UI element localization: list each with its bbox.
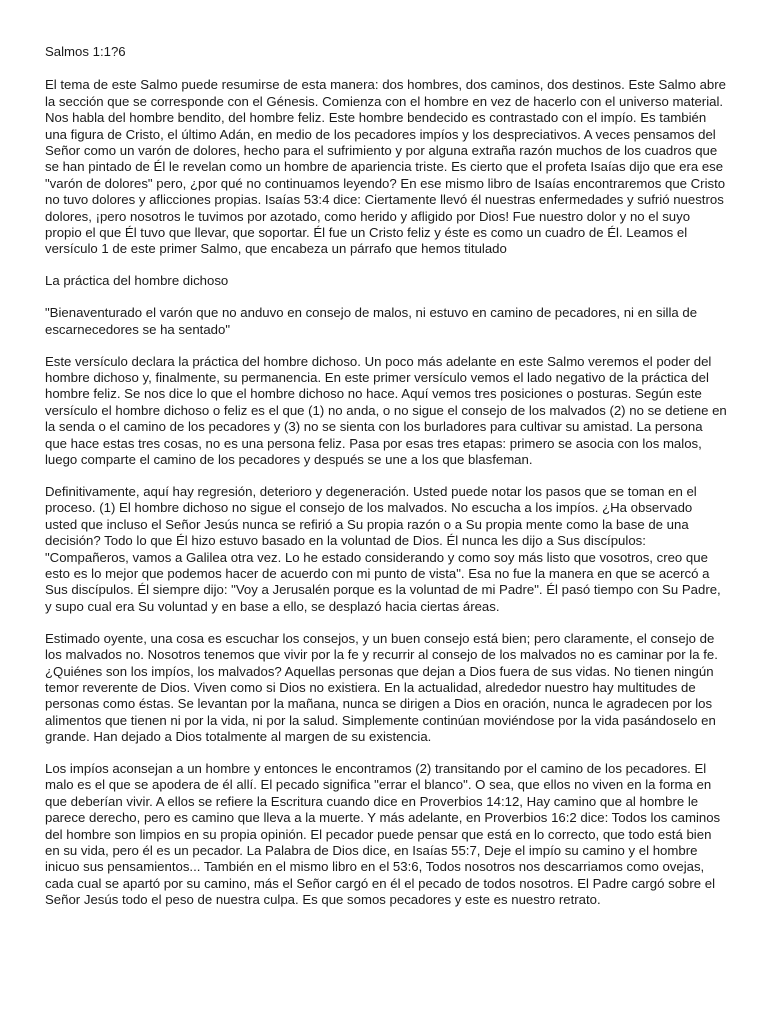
paragraph-intro: El tema de este Salmo puede resumirse de esta manera: dos hombres, dos caminos, dos destinos. Este Salmo abre la sección que se corresponde con el Génesis. Comienza con el hombre en vez de hacerlo con el universo material. Nos habla del hombre bendito, del hombre feliz. Este hombre bendecido es contrastado con el impío. Es también una figura de Cristo, el último Adán, en medio de los pecadores impíos y los despreciativos. A veces pensamos del Señor como un varón de dolores, hecho para el sufrimiento y por alguna extraña razón muchos de los cuadros que se han pintado de Él le revelan como un hombre de apariencia triste. Es cierto que el profeta Isaías dijo que era ese "varón de dolores" pero, ¿por qué no continuamos leyendo? En ese mismo libro de Isaías encontraremos que Cristo no tuvo dolores y aflicciones propias. Isaías 53:4 dice: Ciertamente llevó él nuestras enfermedades y sufrió nuestros dolores, ¡pero nosotros le tuvimos por azotado, como herido y afligido por Dios! Fue nuestro dolor y no el suyo propio el que Él tuvo que llevar, que soportar. Él fue un Cristo feliz y éste es como un cuadro de Él. Leamos el versículo 1 de este primer Salmo, que encabeza un párrafo que hemos titulado <box>45 77 726 257</box>
verse-quote: "Bienaventurado el varón que no anduvo en consejo de malos, ni estuvo en camino de pecadores, ni en silla de escarnecedores se ha sentado" <box>45 305 698 337</box>
paragraph-regression: Definitivamente, aquí hay regresión, deterioro y degeneración. Usted puede notar los pasos que se toman en el proceso. (1) El hombre dichoso no sigue el consejo de los malvados. No escucha a los impíos. ¿Ha observado usted que incluso el Señor Jesús nunca se refirió a Su propia razón o a Su propia mente como la base de una decisión? Todo lo que Él hizo estuvo basado en la voluntad de Dios. Él nunca les dijo a Sus discípulos: "Compañeros, vamos a Galilea otra vez. Lo he estado considerando y como soy más listo que vosotros, creo que esto es lo mejor que podemos hacer de acuerdo con mi punto de vista". Esa no fue la manera en que se acercó a Sus discípulos. Él siempre dijo: "Voy a Jerusalén porque es la voluntad de mi Padre". Él pasó tiempo con Su Padre, y supo cual era Su voluntad y en base a ello, se desplazó hacia ciertas áreas. <box>45 483 721 614</box>
section-heading: La práctica del hombre dichoso <box>45 273 229 289</box>
paragraph-sinners: Los impíos aconsejan a un hombre y entonces le encontramos (2) transitando por el camino de los pecadores. El malo es el que se apodera de él allí. El pecado significa "errar el blanco". O sea, que ellos no viven en la forma en que deberían vivir. A ellos se refiere la Escritura cuando dice en Proverbios 14:12, Hay camino que al hombre le parece derecho, pero es camino que lleva a la muerte. Y más adelante, en Proverbios 16:2 dice: Todos los caminos del hombre son limpios en su propia opinión. El pecador puede pensar que está en lo correcto, que todo está bien en su vida, pero él es un pecador. La Palabra de Dios dice, en Isaías 55:7, Deje el impío su camino y el hombre inicuo sus pensamientos... También en el mismo libro en el 53:6, Todos nosotros nos descarriamos como ovejas, cada cual se apartó por su camino, más el Señor cargó en él el pecado de todos nosotros. El Padre cargó sobre el Señor Jesús todo el peso de nuestra culpa. Es que somos pecadores y este es nuestro retrato. <box>45 761 721 908</box>
paragraph-counsel: Estimado oyente, una cosa es escuchar los consejos, y un buen consejo está bien; pero claramente, el consejo de los malvados no. Nosotros tenemos que vivir por la fe y recurrir al consejo de los malvados no es caminar por la fe. ¿Quiénes son los impíos, los malvados? Aquellas personas que dejan a Dios fuera de sus vidas. No tienen ningún temor reverente de Dios. Viven como si Dios no existiera. En la actualidad, alrededor nuestro hay multitudes de personas como éstas. Se levantan por la mañana, nunca se dirigen a Dios en oración, nunca le agradecen por los alimentos que tienen ni por la vida, ni por la salud. Simplemente continúan moviéndose por la vida pasándoselo en grande. Han dejado a Dios totalmente al margen de su existencia. <box>45 630 718 745</box>
document-title: Salmos 1:1?6 <box>45 44 126 59</box>
paragraph-practice: Este versículo declara la práctica del hombre dichoso. Un poco más adelante en este Salmo veremos el poder del hombre dichoso y, finalmente, su permanencia. En este primer versículo vemos el lado negativo de la práctica del hombre feliz. Se nos dice lo que el hombre dichoso no hace. Aquí vemos tres posiciones o posturas. Según este versículo el hombre dichoso o feliz es el que (1) no anda, o no sigue el consejo de los malvados (2) no se detiene en la senda o el camino de los pecadores y (3) no se sienta con los burladores para cultivar su amistad. La persona que hace estas tres cosas, no es una persona feliz. Pasa por esas tres etapas: primero se asocia con los malos, luego comparte el camino de los pecadores y después se une a los que blasfeman. <box>45 353 727 468</box>
